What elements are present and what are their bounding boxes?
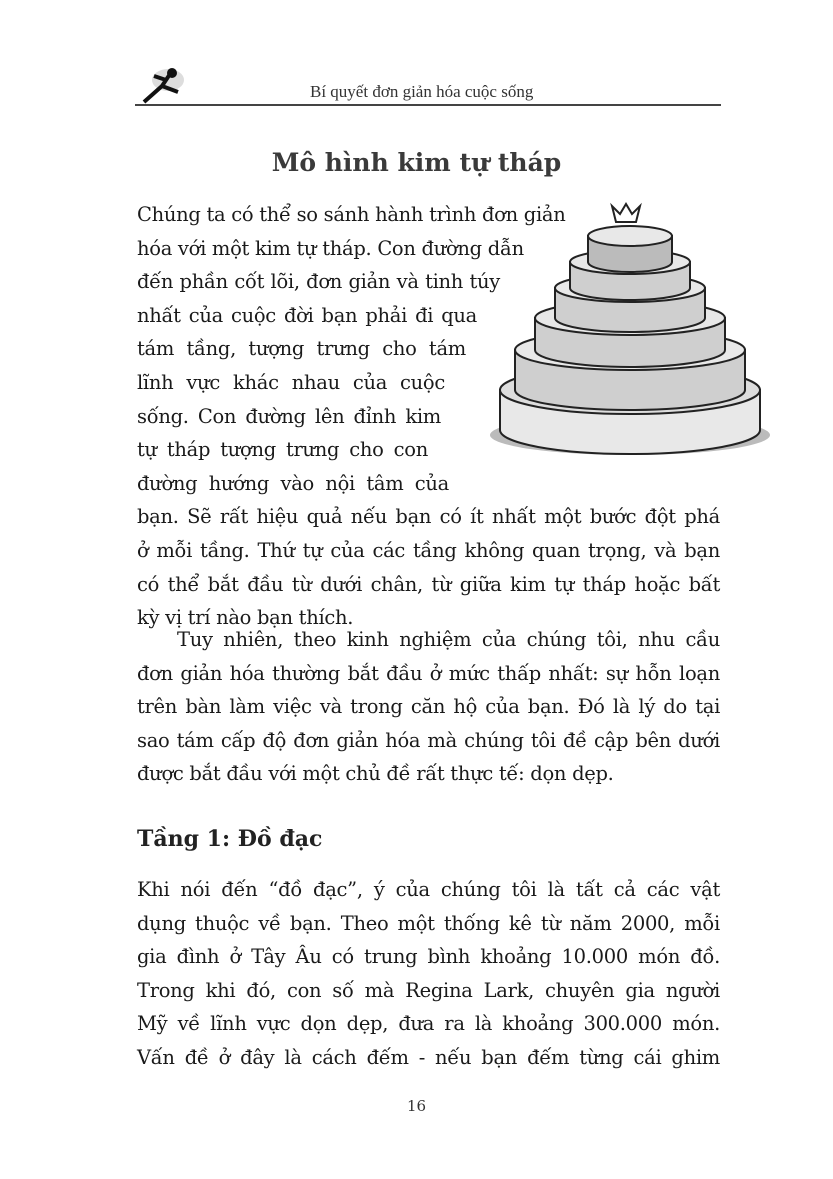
text-line: gia đình ở Tây Âu có trung bình khoảng 10.000 món đồ. bbox=[137, 945, 720, 969]
page-title: Mô hình kim tự tháp bbox=[271, 148, 562, 177]
text-line: bạn. Sẽ rất hiệu quả nếu bạn có ít nhất một bước đột phá bbox=[137, 505, 720, 529]
text-line: đến phần cốt lõi, đơn giản và tinh túy bbox=[137, 270, 500, 294]
text-line: Vấn đề ở đây là cách đếm - nếu bạn đếm từng cái ghim bbox=[137, 1046, 720, 1069]
text-line: Trong khi đó, con số mà Regina Lark, chuyên gia người bbox=[137, 978, 720, 1002]
section-heading: Tầng 1: Đồ đạc bbox=[137, 826, 323, 852]
text-line: lĩnh vực khác nhau của cuộc bbox=[137, 371, 445, 394]
text-line: hóa với một kim tự tháp. Con đường dẫn bbox=[137, 236, 524, 260]
running-man-logo-icon bbox=[140, 66, 190, 106]
pyramid-cake-illustration bbox=[480, 190, 775, 460]
text-line: sao tám cấp độ đơn giản hóa mà chúng tôi đề cập bên dưới bbox=[137, 728, 720, 752]
text-line: Khi nói đến “đồ đạc”, ý của chúng tôi là tất cả các vật bbox=[137, 878, 720, 901]
text-line: có thể bắt đầu từ dưới chân, từ giữa kim tự tháp hoặc bất bbox=[137, 572, 720, 596]
text-line: tám tầng, tượng trưng cho tám bbox=[137, 337, 466, 361]
text-line: tự tháp tượng trưng cho con bbox=[137, 438, 428, 462]
page-number: 16 bbox=[406, 1097, 427, 1115]
text-line: được bắt đầu với một chủ đề rất thực tế: dọn dẹp. bbox=[137, 762, 614, 786]
text-line: đường hướng vào nội tâm của bbox=[137, 471, 449, 495]
running-header: Bí quyết đơn giản hóa cuộc sống bbox=[310, 82, 534, 101]
text-line: sống. Con đường lên đỉnh kim bbox=[137, 404, 441, 428]
text-line: nhất của cuộc đời bạn phải đi qua bbox=[137, 303, 477, 327]
text-line: Tuy nhiên, theo kinh nghiệm của chúng tôi, nhu cầu bbox=[177, 628, 720, 651]
text-line: ở mỗi tầng. Thứ tự của các tầng không quan trọng, và bạn bbox=[137, 539, 720, 562]
text-line: kỳ vị trí nào bạn thích. bbox=[137, 606, 354, 630]
header-rule bbox=[135, 104, 721, 106]
text-line: Chúng ta có thể so sánh hành trình đơn giản bbox=[137, 203, 566, 226]
text-line: dụng thuộc về bạn. Theo một thống kê từ năm 2000, mỗi bbox=[137, 911, 720, 935]
text-line: trên bàn làm việc và trong căn hộ của bạn. Đó là lý do tại bbox=[137, 695, 720, 719]
text-line: Mỹ về lĩnh vực dọn dẹp, đưa ra là khoảng 300.000 món. bbox=[137, 1012, 720, 1036]
text-line: đơn giản hóa thường bắt đầu ở mức thấp nhất: sự hỗn loạn bbox=[137, 661, 720, 685]
